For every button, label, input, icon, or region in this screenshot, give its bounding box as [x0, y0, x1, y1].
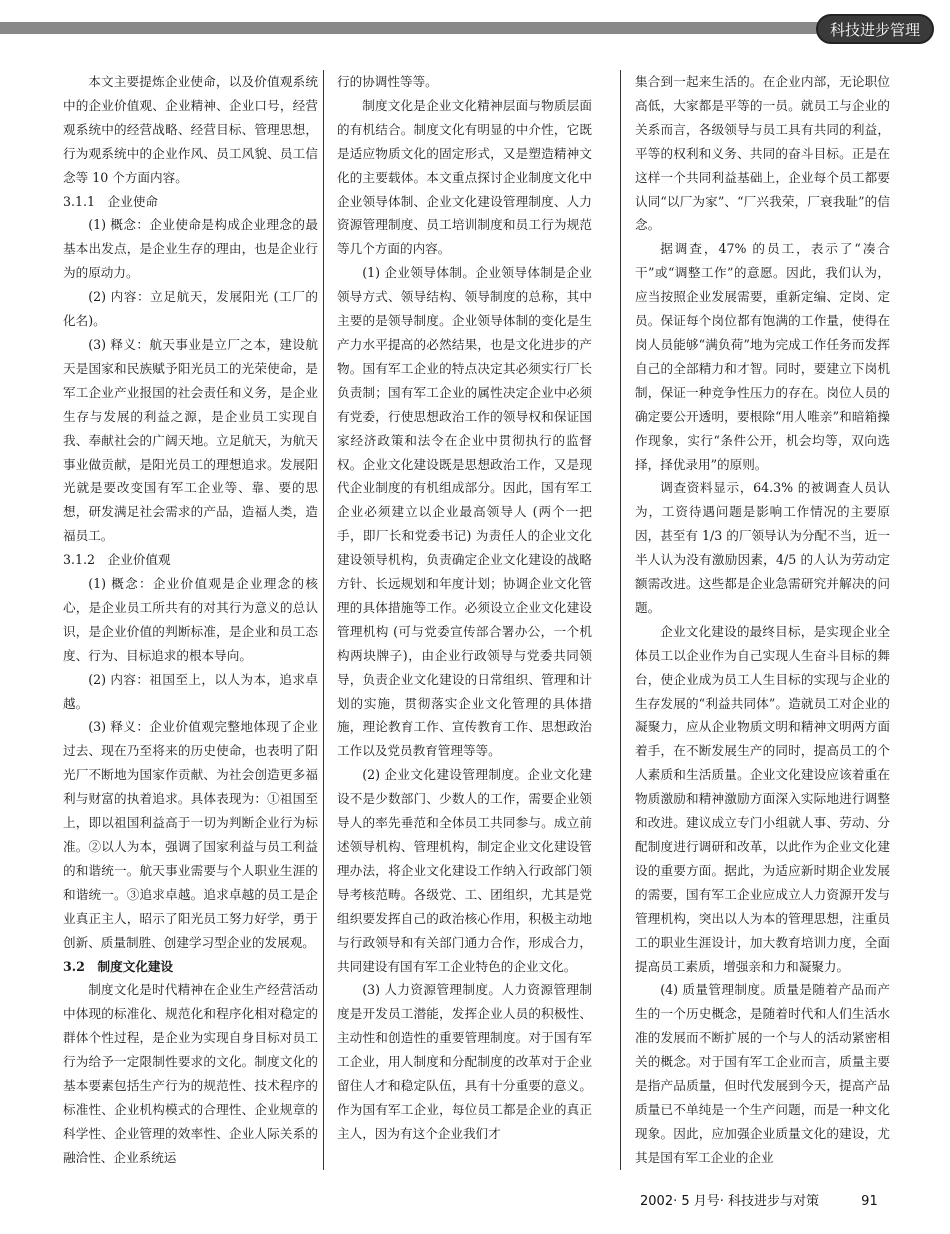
- paragraph: (4) 质量管理制度。质量是随着产品而产生的一个历史概念，是随着时代和人们生活水准的发展而不断扩展的一个与人的活动紧密相关的概念。对于国有军工企业而言，质量主要是指产品质量，但时代发展到今天，提高产品质量已不单纯是一个生产问题，而是一种文化现象。因此，应加强企业质量文化的建设，尤其是国有军工企业的企业: [635, 982, 890, 1165]
- paragraph: (3) 释义：航天事业是立厂之本，建设航天是国家和民族赋予阳光员工的光荣使命，是军工企业产业报国的社会责任和义务，是企业生存与发展的利益之源，是企业员工实现自我、奉献社会的广阔天地。立足航天，为航天事业做贡献，是阳光员工的理想追求。发展阳光就是要改变国有军工企业等、靠、要的思想，研发满足社会需求的产品，造福人类，造福员工。: [63, 336, 318, 544]
- text-column-2: [337, 70, 592, 1170]
- page-footer: [640, 1190, 915, 1209]
- text-column-1: [63, 70, 318, 1170]
- issue-label: 2002· 5 月号· 科技进步与对策: [640, 1194, 820, 1209]
- paragraph: 调查资料显示，64.3% 的被调查人员认为，工资待遇问题是影响工作情况的主要原因，甚至有 1/3 的厂领导认为分配不当，近一半人认为没有激励因素，4/5 的人认为劳动定额需改进。这些都是企业急需研究并解决的问题。: [635, 480, 890, 615]
- paragraph: (2) 内容：祖国至上，以人为本，追求卓越。: [63, 671, 318, 711]
- paragraph: (2) 内容：立足航天，发展阳光 (工厂的化名)。: [63, 289, 318, 329]
- paragraph: (1) 概念：企业价值观是企业理念的核心，是企业员工所共有的对其行为意义的总认识，是企业价值的判断标准，是企业和员工态度、行为、目标追求的根本导向。: [63, 576, 318, 663]
- subsection-heading: 3.1.1 企业使命: [63, 193, 159, 209]
- paragraph: (3) 释义：企业价值观完整地体现了企业过去、现在乃至将来的历史使命，也表明了阳光厂不断地为国家作贡献、为社会创造更多福利与财富的执着追求。具体表现为：①祖国至上，即以祖国利益高于一切为判断企业行为标准。②以人为本，强调了国家利益与员工利益的和谐统一。航天事业需要与个人职业生涯的和谐统一。③追求卓越。追求卓越的员工是企业真正主人，昭示了阳光员工努力好学，勇于创新、质量制胜、创建学习型企业的发展观。: [63, 719, 318, 950]
- column-divider: [620, 70, 621, 1170]
- paragraph: 本文主要提炼企业使命，以及价值观系统中的企业价值观、企业精神、企业口号，经营观系统中的经营战略、经营目标、管理思想，行为观系统中的企业作风、员工风貌、员工信念等 10 个方面内容。: [63, 74, 318, 185]
- paragraph: 制度文化是时代精神在企业生产经营活动中体现的标准化、规范化和程序化相对稳定的群体个性过程，是企业为实现自身目标对员工行为给予一定限制性要求的文化。制度文化的基本要素包括生产行为的规范性、技术程序的标准性、企业机构模式的合理性、企业规章的科学性、企业管理的效率性、企业人际关系的融洽性、企业系统运: [63, 982, 318, 1165]
- paragraph-continuation: 行的协调性等等。: [337, 74, 438, 89]
- text-column-3: [635, 70, 890, 1170]
- paragraph: 制度文化是企业文化精神层面与物质层面的有机结合。制度文化有明显的中介性，它既是适应物质文化的固定形式，又是塑造精神文化的主要载体。本文重点探讨企业制度文化中企业领导体制、企业文化建设管理制度、人力资源管理制度、员工培训制度和员工行为规范等几个方面的内容。: [337, 97, 592, 257]
- paragraph: 据调查，47% 的员工，表示了“凑合干”或“调整工作”的意愿。因此，我们认为，应当按照企业发展需要，重新定编、定岗、定员。保证每个岗位都有饱满的工作量，使得在岗人员能够“满负荷”地为完成工作任务而发挥自己的全部精力和才智。同时，要建立下岗机制，保证一种竞争性压力的存在。岗位人员的确定要公开透明，要根除“用人唯亲”和暗箱操作现象，实行“条件公开，机会均等，双向选择，择优录用”的原则。: [635, 241, 890, 472]
- paragraph: 企业文化建设的最终目标，是实现企业全体员工以企业作为自己实现人生奋斗目标的舞台，使企业成为员工人生目标的实现与企业的生存发展的“利益共同体”。造就员工对企业的凝聚力，应从企业物质文明和精神文明两方面着手，在不断发展生产的同时，提高员工的个人素质和生活质量。企业文化建设应该着重在物质激励和精神激励方面深入实际地进行调整和改进。建议成立专门小组就人事、劳动、分配制度进行调研和改革，以此作为企业文化建设的重要方面。据此，为适应新时期企业发展的需要，国有军工企业应成立人力资源开发与管理机构，突出以人为本的管理思想，注重员工的职业生涯设计，加大教育培训力度，全面提高员工素质，增强亲和力和凝聚力。: [635, 623, 890, 974]
- page-number: 91: [861, 1194, 878, 1209]
- paragraph: (1) 概念：企业使命是构成企业理念的最基本出发点，是企业生存的理由，也是企业行为的原动力。: [63, 217, 318, 281]
- column-divider: [323, 70, 324, 1170]
- header-rule: [0, 22, 835, 34]
- paragraph: (2) 企业文化建设管理制度。企业文化建设不是少数部门、少数人的工作，需要企业领导人的率先垂范和全体员工共同参与。成立前述领导机构、管理机构，制定企业文化建设管理办法，将企业文化建设工作纳入行政部门领导考核范畴。各级党、工、团组织，尤其是党组织要发挥自己的政治核心作用，积极主动地与行政领导和有关部门通力合作，形成合力，共同建设有国有军工企业特色的企业文化。: [337, 767, 592, 974]
- section-heading: 3.2 制度文化建设: [63, 958, 174, 974]
- paragraph: (3) 人力资源管理制度。人力资源管理制度是开发员工潜能，发挥企业人员的积极性、主动性和创造性的重要管理制度。对于国有军工企业，用人制度和分配制度的改革对于企业留住人才和稳定队伍，具有十分重要的意义。作为国有军工企业，每位员工都是企业的真正主人，因为有这个企业我们才: [337, 982, 592, 1141]
- subsection-heading: 3.1.2 企业价值观: [63, 552, 171, 568]
- journal-section-tag: 科技进步管理: [816, 14, 934, 44]
- paragraph-continuation: 集合到一起来生活的。在企业内部，无论职位高低，大家都是平等的一员。就员工与企业的关系而言，各级领导与员工具有共同的利益，平等的权利和义务、共同的奋斗目标。正是在这样一个共同利益基础上，企业每个员工都要认同“以厂为家”、“厂兴我荣，厂衰我耻”的信念。: [635, 74, 890, 233]
- paragraph: (1) 企业领导体制。企业领导体制是企业领导方式、领导结构、领导制度的总称，其中主要的是领导制度。企业领导体制的变化是生产力水平提高的必然结果，也是文化进步的产物。国有军工企业的特点决定其必须实行厂长负责制；国有军工企业的属性决定企业中必须有党委，行使思想政治工作的领导权和保证国家经济政策和法令在企业中贯彻执行的监督权。企业文化建设既是思想政治工作，又是现代企业制度的有机组成部分。因此，国有军工企业必须建立以企业最高领导人 (两个一把手，即厂长和党委书记) 为责任人的企业文化建设领导机构，负责确定企业文化建设的战略方针、长远规划和年度计划；协调企业文化管理的具体措施等工作。必须设立企业文化建设管理机构 (可与党委宣传部合署办公，一个机构两块牌子)，由企业行政领导与党委共同领导，负责企业文化建设的日常组织、管理和计划的实施，贯彻落实企业文化管理的具体措施，理论教育工作、宣传教育工作、思想政治工作以及党员教育管理等等。: [337, 265, 592, 759]
